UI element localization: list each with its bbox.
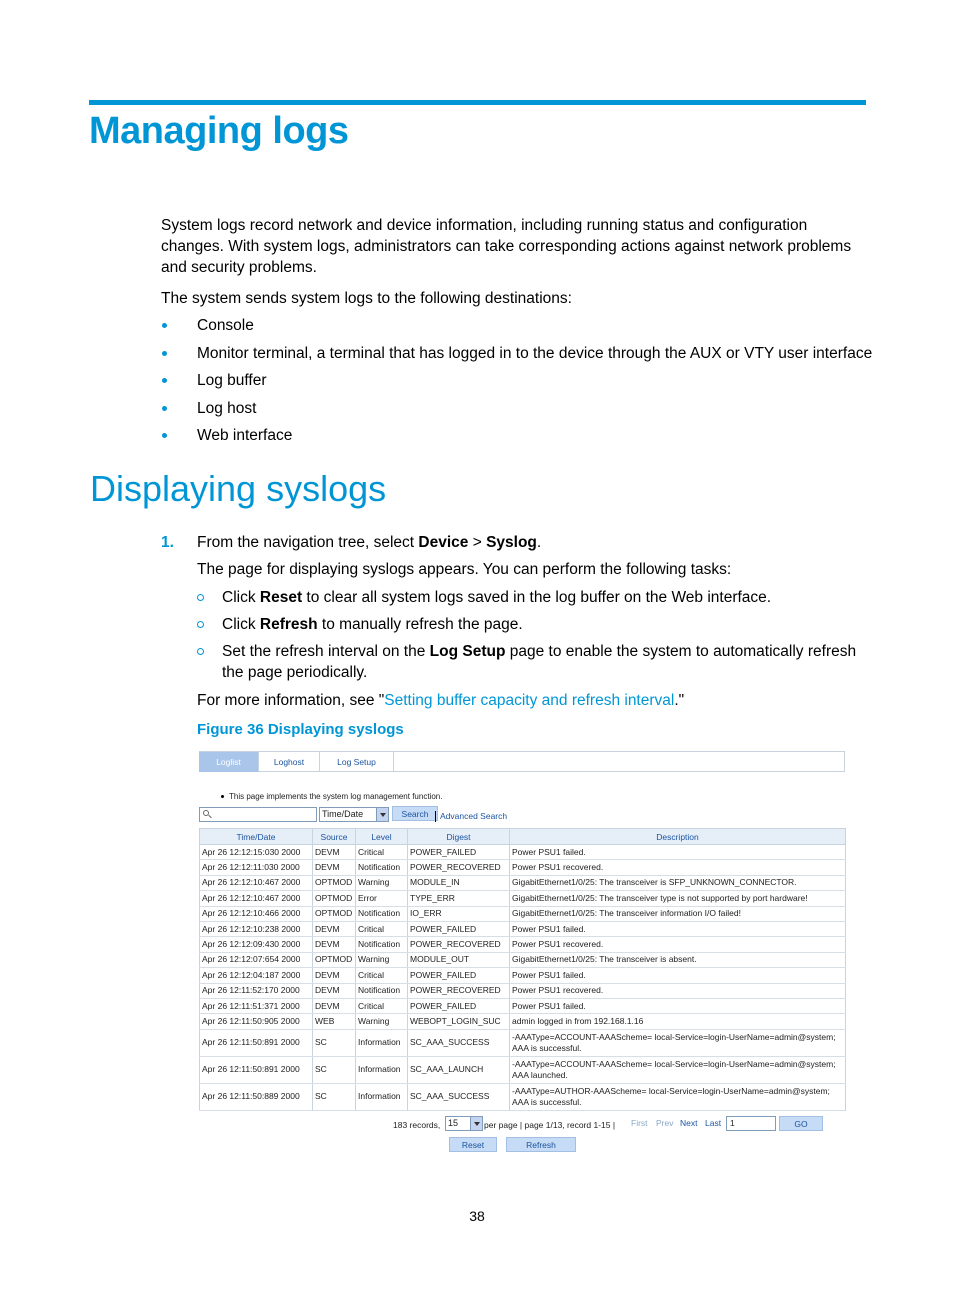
digest-cell: POWER_RECOVERED — [408, 860, 510, 875]
source-cell: OPTMOD — [313, 891, 356, 906]
search-input[interactable] — [199, 807, 317, 822]
source-cell: OPTMOD — [313, 952, 356, 967]
heading-rule — [89, 100, 866, 105]
list-item: Monitor terminal, a terminal that has logged in to the device through the AUX or VTY user interface — [161, 343, 872, 371]
refresh-button[interactable]: Refresh — [506, 1137, 576, 1152]
level-cell: Notification — [356, 860, 408, 875]
time-cell: Apr 26 12:12:10:467 2000 — [200, 875, 313, 890]
level-cell: Critical — [356, 921, 408, 936]
per-page-select[interactable]: 15 — [445, 1116, 483, 1131]
destinations-intro: The system sends system logs to the following destinations: — [161, 290, 572, 307]
description-cell: Power PSU1 failed. — [510, 968, 846, 983]
level-cell: Notification — [356, 937, 408, 952]
list-item: Log buffer — [161, 370, 872, 398]
source-cell: OPTMOD — [313, 906, 356, 921]
table-row — [200, 1029, 846, 1056]
time-cell: Apr 26 12:12:10:238 2000 — [200, 921, 313, 936]
source-cell: DEVM — [313, 998, 356, 1013]
more-info: For more information, see "Setting buffer capacity and refresh interval." — [197, 692, 685, 709]
table-row — [200, 1056, 846, 1083]
source-cell: DEVM — [313, 845, 356, 860]
page-number: 38 — [469, 1208, 485, 1224]
circle-bullet-icon — [197, 594, 204, 601]
table-row — [200, 937, 846, 952]
digest-cell: POWER_RECOVERED — [408, 983, 510, 998]
time-cell: Apr 26 12:11:51:371 2000 — [200, 998, 313, 1013]
figure-caption: Figure 36 Displaying syslogs — [197, 721, 404, 738]
bullet-icon — [162, 406, 167, 411]
tab-loglist[interactable]: Loglist — [199, 752, 259, 772]
table-row — [200, 983, 846, 998]
digest-cell: MODULE_IN — [408, 875, 510, 890]
description-cell: GigabitEthernet1/0/25: The transceiver type is not supported by port hardware! — [510, 891, 846, 906]
time-cell: Apr 26 12:12:15:030 2000 — [200, 845, 313, 860]
level-cell: Critical — [356, 845, 408, 860]
source-cell: DEVM — [313, 983, 356, 998]
bullet-icon — [162, 433, 167, 438]
description-cell: -AAAType=ACCOUNT-AAAScheme= local-Service=login-UserName=admin@system; AAA launched. — [510, 1056, 846, 1083]
go-button[interactable]: GO — [779, 1116, 823, 1131]
cross-reference-link[interactable]: Setting buffer capacity and refresh interval — [384, 692, 675, 709]
level-cell: Error — [356, 891, 408, 906]
bullet-icon — [162, 351, 167, 356]
source-cell: WEB — [313, 1014, 356, 1029]
level-cell: Notification — [356, 983, 408, 998]
level-cell: Information — [356, 1083, 408, 1110]
page-number-input[interactable]: 1 — [726, 1116, 776, 1131]
table-row — [200, 860, 846, 875]
table-row — [200, 1014, 846, 1029]
description-cell: GigabitEthernet1/0/25: The transceiver is SFP_UNKNOWN_CONNECTOR. — [510, 875, 846, 890]
column-header[interactable]: Time/Date — [200, 829, 313, 845]
time-cell: Apr 26 12:12:04:187 2000 — [200, 968, 313, 983]
level-cell: Warning — [356, 875, 408, 890]
digest-cell: MODULE_OUT — [408, 952, 510, 967]
description-cell: Power PSU1 failed. — [510, 998, 846, 1013]
prev-page-link[interactable]: Prev — [656, 1118, 674, 1128]
table-row — [200, 921, 846, 936]
bullet-icon — [162, 323, 167, 328]
description-cell: -AAAType=AUTHOR-AAAScheme= local-Service=login-UserName=admin@system; AAA is successful. — [510, 1083, 846, 1110]
time-cell: Apr 26 12:12:09:430 2000 — [200, 937, 313, 952]
digest-cell: SC_AAA_LAUNCH — [408, 1056, 510, 1083]
level-cell: Critical — [356, 968, 408, 983]
time-cell: Apr 26 12:12:07:654 2000 — [200, 952, 313, 967]
table-row — [200, 845, 846, 860]
description-cell: GigabitEthernet1/0/25: The transceiver is absent. — [510, 952, 846, 967]
digest-cell: WEBOPT_LOGIN_SUC — [408, 1014, 510, 1029]
bullet-icon — [221, 795, 224, 798]
circle-bullet-icon — [197, 648, 204, 655]
tab-log-setup[interactable]: Log Setup — [320, 752, 394, 772]
time-cell: Apr 26 12:11:50:891 2000 — [200, 1056, 313, 1083]
time-cell: Apr 26 12:12:10:467 2000 — [200, 891, 313, 906]
description-cell: Power PSU1 failed. — [510, 921, 846, 936]
source-cell: DEVM — [313, 860, 356, 875]
level-cell: Notification — [356, 906, 408, 921]
digest-cell: POWER_RECOVERED — [408, 937, 510, 952]
notice-text: This page implements the system log management function. — [221, 792, 442, 801]
column-header[interactable]: Level — [356, 829, 408, 845]
list-item: Set the refresh interval on the Log Setup page to enable the system to automatically refresh the page periodically. — [197, 641, 867, 683]
chevron-down-icon — [376, 808, 388, 821]
level-cell: Warning — [356, 1014, 408, 1029]
digest-cell: POWER_FAILED — [408, 845, 510, 860]
tab-loghost[interactable]: Loghost — [259, 752, 320, 772]
reset-button[interactable]: Reset — [449, 1137, 497, 1152]
level-cell: Warning — [356, 952, 408, 967]
separator — [435, 811, 436, 822]
syslog-screenshot — [199, 751, 845, 1155]
intro-paragraph: System logs record network and device information, including running status and configuration changes. With system logs, administrators can take corresponding actions against network problems and security problems. — [161, 217, 852, 276]
tab-bar — [199, 751, 845, 772]
list-item: Web interface — [161, 425, 872, 453]
task-list — [197, 587, 867, 689]
column-header[interactable]: Source — [313, 829, 356, 845]
table-row — [200, 891, 846, 906]
digest-cell: TYPE_ERR — [408, 891, 510, 906]
source-cell: SC — [313, 1083, 356, 1110]
source-cell: OPTMOD — [313, 875, 356, 890]
bullet-icon — [162, 378, 167, 383]
list-item: Console — [161, 315, 872, 343]
time-cell: Apr 26 12:11:52:170 2000 — [200, 983, 313, 998]
table-row — [200, 998, 846, 1013]
column-header[interactable]: Digest — [408, 829, 510, 845]
step-instruction: From the navigation tree, select Device > Syslog. — [197, 534, 542, 551]
next-page-link[interactable]: Next — [680, 1118, 698, 1128]
level-cell: Information — [356, 1056, 408, 1083]
digest-cell: SC_AAA_SUCCESS — [408, 1029, 510, 1056]
digest-cell: POWER_FAILED — [408, 998, 510, 1013]
table-header — [200, 829, 846, 845]
destinations-list — [161, 315, 872, 453]
source-cell: SC — [313, 1029, 356, 1056]
level-cell: Critical — [356, 998, 408, 1013]
time-cell: Apr 26 12:11:50:905 2000 — [200, 1014, 313, 1029]
digest-cell: POWER_FAILED — [408, 968, 510, 983]
digest-cell: IO_ERR — [408, 906, 510, 921]
table-row — [200, 906, 846, 921]
table-row — [200, 952, 846, 967]
source-cell: DEVM — [313, 921, 356, 936]
source-cell: DEVM — [313, 968, 356, 983]
section-heading: Displaying syslogs — [90, 468, 387, 509]
pagination — [199, 1116, 845, 1134]
description-cell: GigabitEthernet1/0/25: The transceiver information I/O failed! — [510, 906, 846, 921]
description-cell: Power PSU1 recovered. — [510, 860, 846, 875]
description-cell: Power PSU1 recovered. — [510, 937, 846, 952]
level-cell: Information — [356, 1029, 408, 1056]
record-count: 183 records, — [393, 1120, 441, 1130]
description-cell: -AAAType=ACCOUNT-AAAScheme= local-Service=login-UserName=admin@system; AAA is successful. — [510, 1029, 846, 1056]
time-cell: Apr 26 12:11:50:891 2000 — [200, 1029, 313, 1056]
list-item: Click Reset to clear all system logs saved in the log buffer on the Web interface. — [197, 587, 867, 608]
table-row — [200, 968, 846, 983]
chevron-down-icon — [470, 1117, 482, 1130]
first-page-link[interactable]: First — [631, 1118, 648, 1128]
table-row — [200, 1083, 846, 1110]
description-cell: admin logged in from 192.168.1.16 — [510, 1014, 846, 1029]
digest-cell: POWER_FAILED — [408, 921, 510, 936]
step-description: The page for displaying syslogs appears. You can perform the following tasks: — [197, 561, 732, 578]
description-cell: Power PSU1 recovered. — [510, 983, 846, 998]
advanced-search-link[interactable]: Advanced Search — [440, 811, 508, 821]
time-cell: Apr 26 12:12:11:030 2000 — [200, 860, 313, 875]
description-cell: Power PSU1 failed. — [510, 845, 846, 860]
table-row — [200, 875, 846, 890]
source-cell: SC — [313, 1056, 356, 1083]
source-cell: DEVM — [313, 937, 356, 952]
last-page-link[interactable]: Last — [705, 1118, 722, 1128]
time-cell: Apr 26 12:12:10:466 2000 — [200, 906, 313, 921]
step-number: 1. — [161, 534, 174, 551]
page-heading: Managing logs — [89, 110, 349, 152]
search-button[interactable]: Search — [392, 806, 438, 821]
circle-bullet-icon — [197, 621, 204, 628]
time-cell: Apr 26 12:11:50:889 2000 — [200, 1083, 313, 1110]
search-field-select[interactable]: Time/Date — [319, 807, 389, 822]
digest-cell: SC_AAA_SUCCESS — [408, 1083, 510, 1110]
syslog-table — [199, 828, 846, 1111]
list-item: Click Refresh to manually refresh the page. — [197, 614, 867, 635]
column-header[interactable]: Description — [510, 829, 846, 845]
list-item: Log host — [161, 398, 872, 426]
page-info: per page | page 1/13, record 1-15 | — [484, 1120, 616, 1130]
